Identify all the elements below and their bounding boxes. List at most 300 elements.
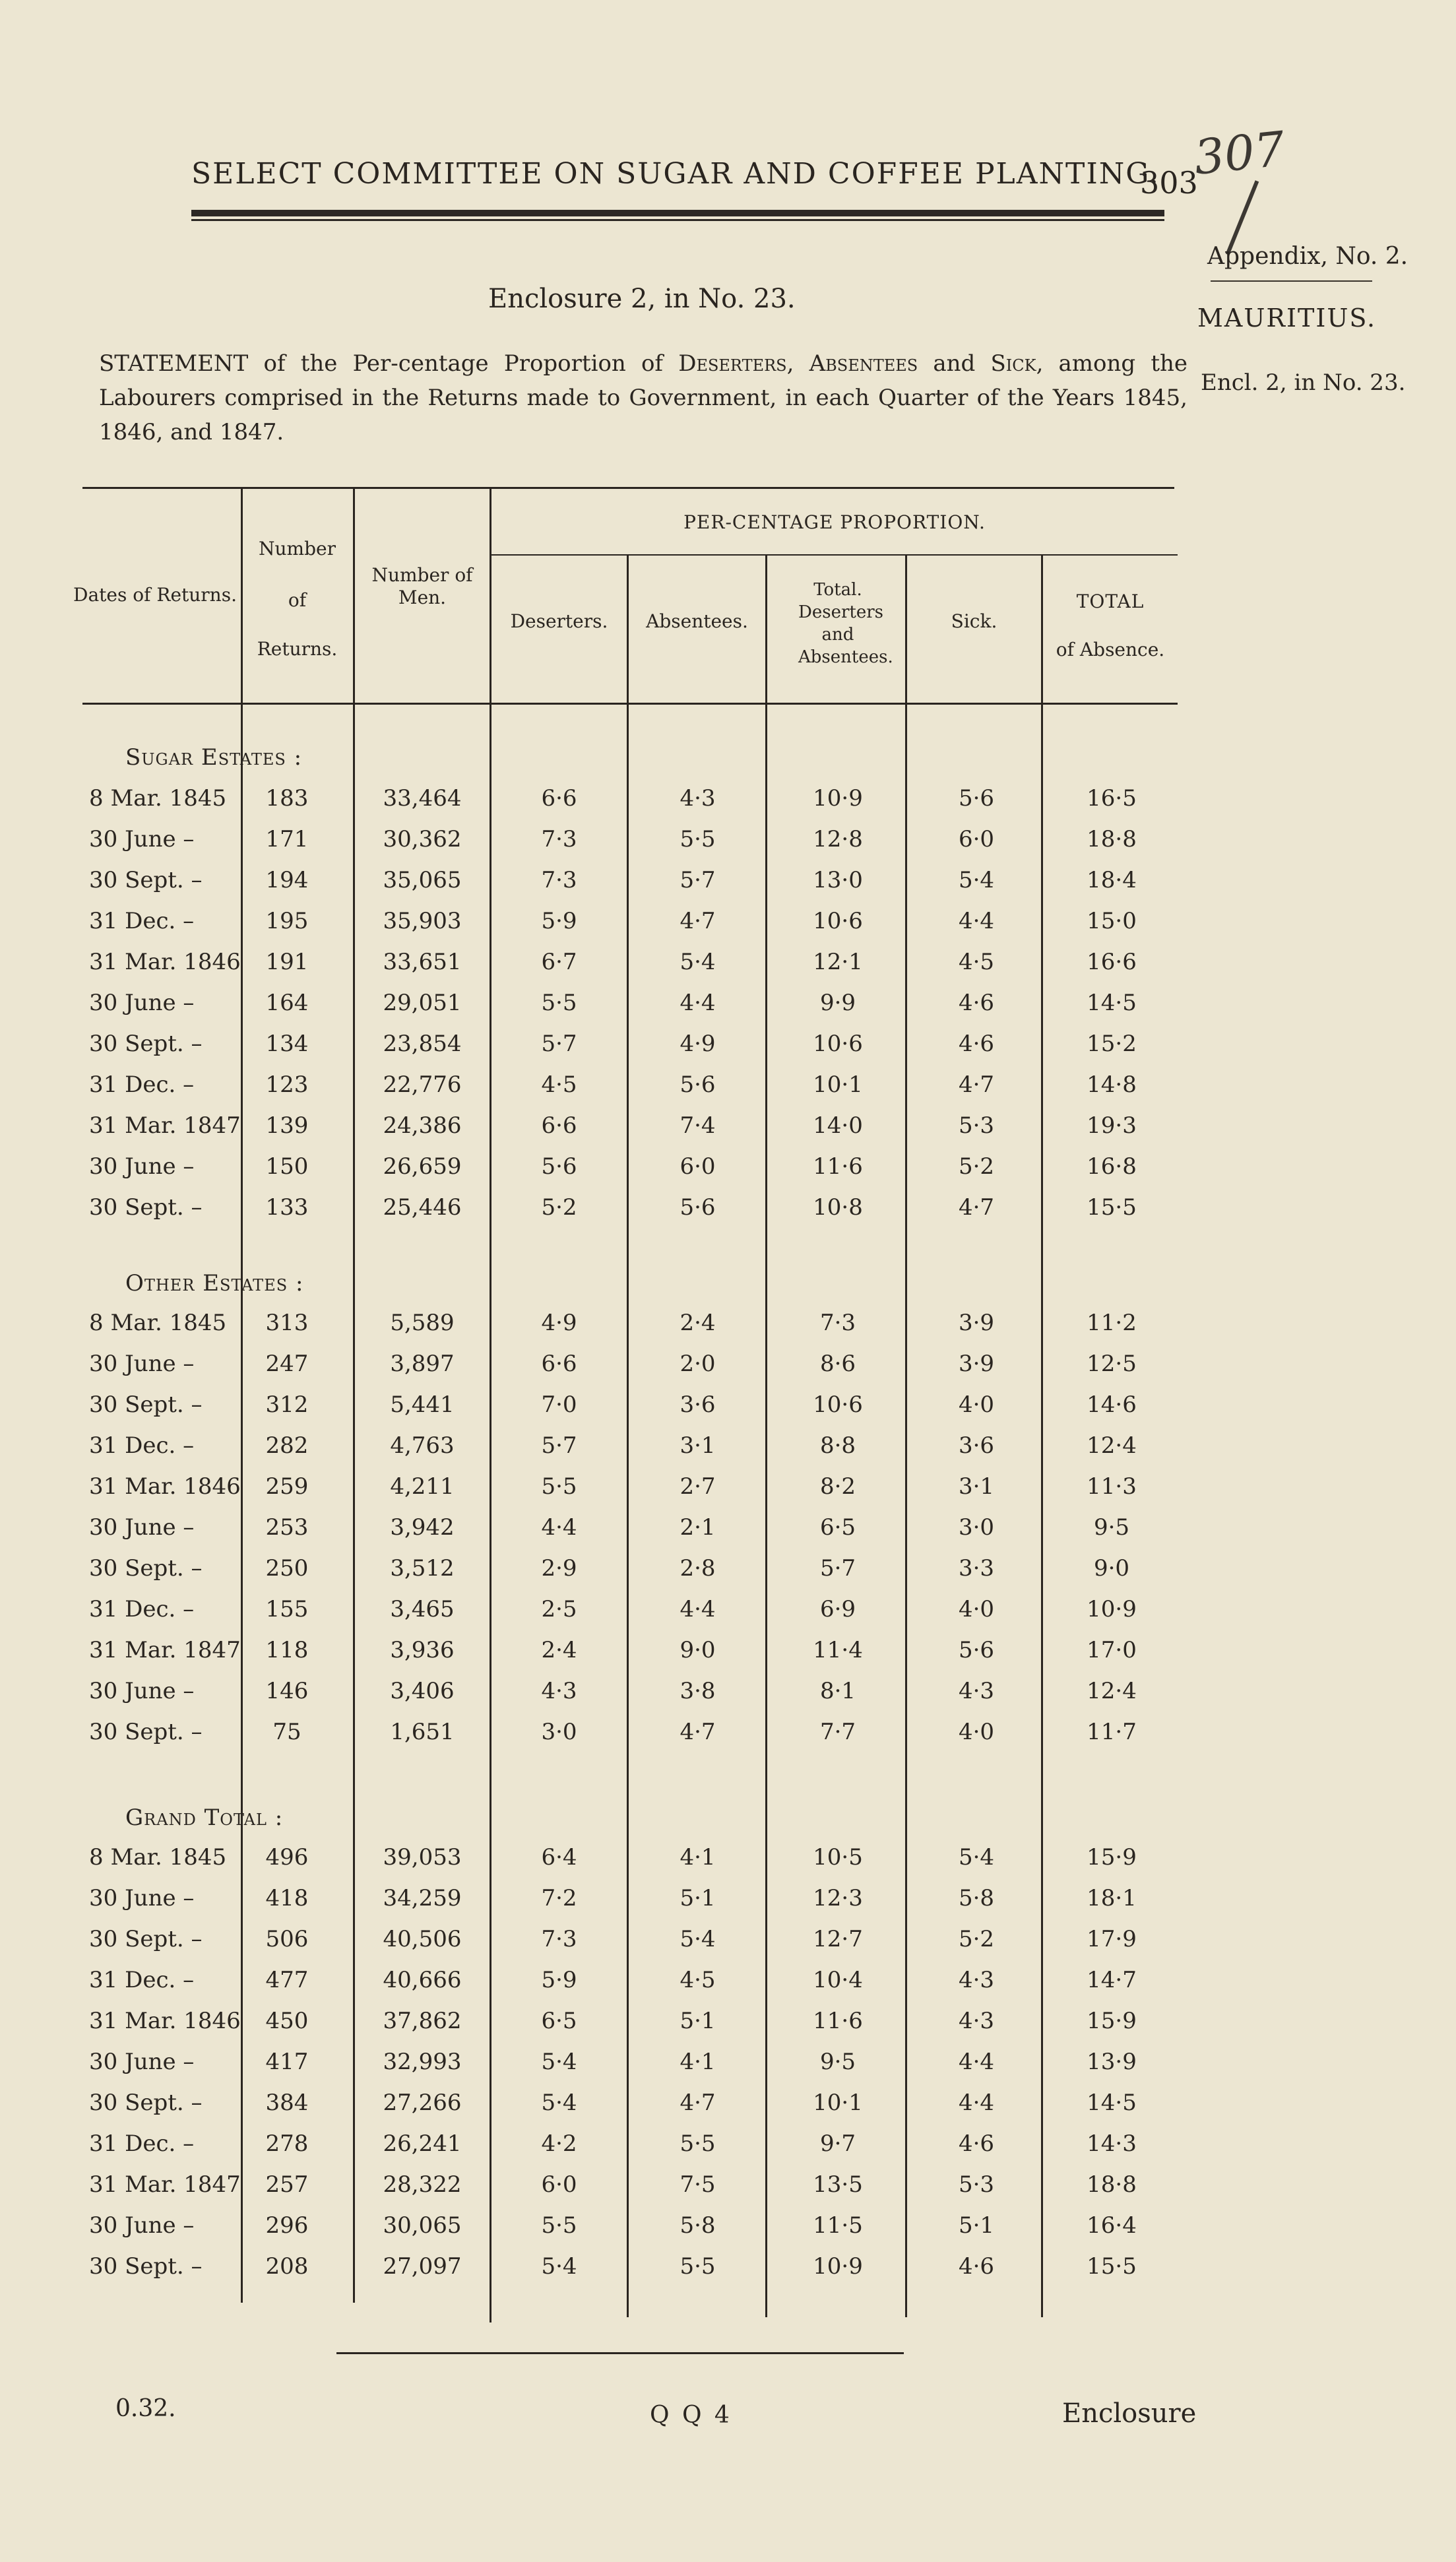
cell-returns: 477 [265, 1967, 309, 1993]
cell-sick: 5·6 [958, 785, 995, 812]
cell-date: 30 Sept. – [89, 2253, 203, 2280]
cell-total-absence: 14·3 [1087, 2130, 1137, 2157]
cell-total-absence: 17·0 [1087, 1637, 1137, 1663]
cell-men: 39,053 [383, 1844, 462, 1871]
cell-returns: 450 [265, 2008, 309, 2034]
table-row [0, 1555, 1456, 1597]
cell-total-absence: 13·9 [1087, 2049, 1137, 2075]
cell-absentees: 3·6 [680, 1392, 716, 1418]
table-row [0, 1596, 1456, 1638]
header-total-deserters-absentees: Total. Deserters and Absentees. [798, 580, 893, 667]
cell-returns: 133 [265, 1194, 309, 1221]
cell-sick: 5·4 [958, 1844, 995, 1871]
cell-total-absence: 15·9 [1087, 2008, 1137, 2034]
cell-men: 4,763 [390, 1432, 455, 1459]
statement-comma: , [786, 350, 809, 377]
cell-total-absence: 11·7 [1087, 1719, 1137, 1745]
cell-sick: 4·5 [958, 949, 995, 975]
cell-absentees: 4·9 [680, 1031, 716, 1057]
cell-returns: 257 [265, 2171, 309, 2198]
cell-total-deserters-absentees: 6·9 [819, 1596, 856, 1622]
cell-deserters: 5·4 [541, 2049, 577, 2075]
cell-absentees: 3·8 [680, 1678, 716, 1704]
cell-sick: 3·0 [958, 1514, 995, 1541]
cell-total-absence: 14·8 [1087, 1072, 1137, 1098]
cell-deserters: 5·5 [541, 2212, 577, 2239]
statement-sick: Sick [990, 350, 1036, 377]
cell-men: 35,065 [383, 867, 462, 893]
cell-absentees: 5·6 [680, 1194, 716, 1221]
cell-deserters: 6·5 [541, 2008, 577, 2034]
cell-date: 30 June – [89, 1351, 195, 1377]
cell-absentees: 4·7 [680, 1719, 716, 1745]
cell-absentees: 2·1 [680, 1514, 716, 1541]
cell-men: 3,897 [390, 1351, 455, 1377]
cell-total-deserters-absentees: 13·5 [813, 2171, 863, 2198]
cell-total-absence: 16·6 [1087, 949, 1137, 975]
cell-total-absence: 11·3 [1087, 1473, 1137, 1500]
cell-total-absence: 18·1 [1087, 1885, 1137, 1911]
cell-men: 23,854 [383, 1031, 462, 1057]
cell-total-deserters-absentees: 12·7 [813, 1926, 863, 1952]
cell-returns: 171 [265, 826, 309, 852]
cell-absentees: 2·8 [680, 1555, 716, 1582]
cell-sick: 3·3 [958, 1555, 995, 1582]
cell-total-absence: 18·8 [1087, 2171, 1137, 2198]
cell-total-absence: 16·4 [1087, 2212, 1137, 2239]
section-title-other-estates: Other Estates : [125, 1270, 304, 1297]
proportion-header-rule [491, 554, 1178, 556]
cell-total-deserters-absentees: 10·4 [813, 1967, 863, 1993]
cell-men: 33,651 [383, 949, 462, 975]
cell-deserters: 5·9 [541, 1967, 577, 1993]
cell-deserters: 5·4 [541, 2253, 577, 2280]
cell-deserters: 5·2 [541, 1194, 577, 1221]
header-men: Number of Men. [371, 564, 473, 608]
cell-total-deserters-absentees: 13·0 [813, 867, 863, 893]
cell-sick: 4·3 [958, 1678, 995, 1704]
header-total-line-1: TOTAL [1076, 591, 1145, 612]
header-thin-rule [191, 219, 1164, 221]
handwritten-page-number: 307 [1191, 121, 1288, 185]
cell-total-deserters-absentees: 10·8 [813, 1194, 863, 1221]
cell-men: 26,241 [383, 2130, 462, 2157]
cell-men: 27,266 [383, 2090, 462, 2116]
appendix-rule [1211, 280, 1372, 282]
cell-absentees: 5·4 [680, 1926, 716, 1952]
cell-men: 30,362 [383, 826, 462, 852]
cell-absentees: 3·1 [680, 1432, 716, 1459]
table-row [0, 1072, 1456, 1114]
cell-men: 27,097 [383, 2253, 462, 2280]
cell-men: 40,666 [383, 1967, 462, 1993]
cell-men: 5,441 [390, 1392, 455, 1418]
cell-sick: 6·0 [958, 826, 995, 852]
cell-date: 31 Mar. 1846 [89, 1473, 241, 1500]
cell-absentees: 4·4 [680, 990, 716, 1016]
table-row [0, 1885, 1456, 1927]
table-row [0, 2212, 1456, 2255]
cell-date: 8 Mar. 1845 [89, 785, 227, 812]
cell-absentees: 6·0 [680, 1153, 716, 1180]
cell-sick: 3·9 [958, 1351, 995, 1377]
cell-absentees: 4·4 [680, 1596, 716, 1622]
cell-men: 1,651 [390, 1719, 455, 1745]
cell-absentees: 2·4 [680, 1310, 716, 1336]
table-row [0, 908, 1456, 950]
cell-total-absence: 19·3 [1087, 1112, 1137, 1139]
cell-date: 30 June – [89, 1514, 195, 1541]
cell-deserters: 4·5 [541, 1072, 577, 1098]
table-row [0, 2008, 1456, 2050]
cell-sick: 4·6 [958, 2130, 995, 2157]
header-total-line-2: of Absence. [1056, 639, 1165, 660]
cell-total-absence: 15·5 [1087, 2253, 1137, 2280]
cell-absentees: 5·4 [680, 949, 716, 975]
cell-returns: 194 [265, 867, 309, 893]
cell-men: 3,942 [390, 1514, 455, 1541]
cell-absentees: 2·7 [680, 1473, 716, 1500]
cell-deserters: 4·2 [541, 2130, 577, 2157]
cell-deserters: 7·2 [541, 1885, 577, 1911]
cell-returns: 384 [265, 2090, 309, 2116]
cell-total-absence: 15·9 [1087, 1844, 1137, 1871]
cell-returns: 418 [265, 1885, 309, 1911]
cell-date: 31 Dec. – [89, 1596, 195, 1622]
cell-sick: 4·0 [958, 1596, 995, 1622]
cell-men: 29,051 [383, 990, 462, 1016]
cell-returns: 259 [265, 1473, 309, 1500]
cell-sick: 5·3 [958, 1112, 995, 1139]
cell-deserters: 5·5 [541, 1473, 577, 1500]
cell-total-deserters-absentees: 9·5 [819, 2049, 856, 2075]
cell-total-deserters-absentees: 7·3 [819, 1310, 856, 1336]
cell-total-deserters-absentees: 10·6 [813, 1392, 863, 1418]
cell-returns: 253 [265, 1514, 309, 1541]
cell-deserters: 7·3 [541, 826, 577, 852]
cell-total-absence: 18·8 [1087, 826, 1137, 852]
table-row [0, 1514, 1456, 1556]
cell-date: 8 Mar. 1845 [89, 1310, 227, 1336]
cell-date: 30 Sept. – [89, 1392, 203, 1418]
cell-total-deserters-absentees: 10·6 [813, 1031, 863, 1057]
table-row [0, 2049, 1456, 2091]
cell-date: 31 Dec. – [89, 1432, 195, 1459]
cell-sick: 5·8 [958, 1885, 995, 1911]
cell-total-absence: 12·4 [1087, 1678, 1137, 1704]
cell-total-absence: 14·5 [1087, 990, 1137, 1016]
cell-total-deserters-absentees: 11·5 [813, 2212, 863, 2239]
cell-date: 30 June – [89, 2212, 195, 2239]
section-title-grand-total: Grand Total : [125, 1805, 284, 1831]
table-row [0, 1031, 1456, 1073]
cell-returns: 195 [265, 908, 309, 934]
section-title-sugar-estates: Sugar Estates : [125, 744, 303, 771]
cell-sick: 4·4 [958, 2090, 995, 2116]
cell-sick: 4·7 [958, 1194, 995, 1221]
cell-sick: 4·6 [958, 990, 995, 1016]
cell-sick: 5·2 [958, 1926, 995, 1952]
cell-sick: 4·0 [958, 1719, 995, 1745]
cell-returns: 312 [265, 1392, 309, 1418]
cell-date: 30 Sept. – [89, 1926, 203, 1952]
cell-sick: 4·3 [958, 1967, 995, 1993]
cell-total-deserters-absentees: 6·5 [819, 1514, 856, 1541]
cell-date: 30 June – [89, 1885, 195, 1911]
table-row [0, 826, 1456, 868]
table-row [0, 1392, 1456, 1434]
cell-total-deserters-absentees: 10·6 [813, 908, 863, 934]
cell-returns: 313 [265, 1310, 309, 1336]
table-row [0, 1351, 1456, 1393]
cell-returns: 496 [265, 1844, 309, 1871]
table-row [0, 2171, 1456, 2214]
cell-date: 31 Dec. – [89, 2130, 195, 2157]
table-row [0, 1473, 1456, 1516]
cell-deserters: 6·6 [541, 1351, 577, 1377]
cell-returns: 417 [265, 2049, 309, 2075]
cell-absentees: 7·4 [680, 1112, 716, 1139]
cell-total-deserters-absentees: 5·7 [819, 1555, 856, 1582]
cell-deserters: 6·6 [541, 785, 577, 812]
header-absentees: Absentees. [646, 610, 748, 632]
cell-sick: 4·4 [958, 2049, 995, 2075]
cell-deserters: 6·4 [541, 1844, 577, 1871]
cell-total-absence: 16·5 [1087, 785, 1137, 812]
cell-deserters: 6·6 [541, 1112, 577, 1139]
cell-total-deserters-absentees: 11·6 [813, 1153, 863, 1180]
table-row [0, 1719, 1456, 1761]
cell-absentees: 4·7 [680, 2090, 716, 2116]
cell-deserters: 2·9 [541, 1555, 577, 1582]
cell-deserters: 7·3 [541, 867, 577, 893]
cell-sick: 4·0 [958, 1392, 995, 1418]
cell-total-deserters-absentees: 11·4 [813, 1637, 863, 1663]
cell-total-absence: 15·2 [1087, 1031, 1137, 1057]
cell-deserters: 5·5 [541, 990, 577, 1016]
cell-total-deserters-absentees: 9·7 [819, 2130, 856, 2157]
cell-returns: 208 [265, 2253, 309, 2280]
cell-date: 8 Mar. 1845 [89, 1844, 227, 1871]
side-enclosure-label: Encl. 2, in No. 23. [1201, 369, 1406, 396]
cell-date: 30 Sept. – [89, 1555, 203, 1582]
cell-sick: 5·6 [958, 1637, 995, 1663]
cell-date: 31 Dec. – [89, 908, 195, 934]
cell-total-absence: 15·5 [1087, 1194, 1137, 1221]
table-row [0, 2130, 1456, 2173]
cell-deserters: 5·7 [541, 1432, 577, 1459]
cell-absentees: 4·5 [680, 1967, 716, 1993]
cell-men: 26,659 [383, 1153, 462, 1180]
cell-absentees: 2·0 [680, 1351, 716, 1377]
table-row [0, 1926, 1456, 1968]
cell-absentees: 5·5 [680, 826, 716, 852]
cell-total-deserters-absentees: 9·9 [819, 990, 856, 1016]
cell-men: 28,322 [383, 2171, 462, 2198]
cell-absentees: 5·5 [680, 2253, 716, 2280]
cell-total-deserters-absentees: 12·3 [813, 1885, 863, 1911]
cell-deserters: 5·6 [541, 1153, 577, 1180]
cell-returns: 139 [265, 1112, 309, 1139]
cell-total-absence: 12·4 [1087, 1432, 1137, 1459]
cell-men: 37,862 [383, 2008, 462, 2034]
cell-date: 30 Sept. – [89, 867, 203, 893]
cell-men: 3,512 [390, 1555, 455, 1582]
cell-men: 34,259 [383, 1885, 462, 1911]
running-head: SELECT COMMITTEE ON SUGAR AND COFFEE PLANTING. [191, 157, 1160, 191]
cell-returns: 150 [265, 1153, 309, 1180]
table-row [0, 867, 1456, 909]
cell-deserters: 4·3 [541, 1678, 577, 1704]
table-row [0, 1112, 1456, 1155]
cell-returns: 191 [265, 949, 309, 975]
cell-absentees: 4·1 [680, 2049, 716, 2075]
cell-men: 5,589 [390, 1310, 455, 1336]
cell-returns: 282 [265, 1432, 309, 1459]
cell-sick: 5·4 [958, 867, 995, 893]
cell-men: 33,464 [383, 785, 462, 812]
table-row [0, 785, 1456, 827]
cell-returns: 278 [265, 2130, 309, 2157]
cell-deserters: 6·0 [541, 2171, 577, 2198]
cell-returns: 296 [265, 2212, 309, 2239]
cell-men: 3,936 [390, 1637, 455, 1663]
page-number: 303 [1140, 165, 1198, 201]
cell-total-deserters-absentees: 10·9 [813, 2253, 863, 2280]
table-row [0, 1637, 1456, 1679]
table-row [0, 1432, 1456, 1475]
cell-total-absence: 17·9 [1087, 1926, 1137, 1952]
cell-sick: 4·3 [958, 2008, 995, 2034]
statement-deserters: Deserters [678, 350, 787, 377]
cell-returns: 146 [265, 1678, 309, 1704]
cell-men: 25,446 [383, 1194, 462, 1221]
header-thick-rule [191, 210, 1164, 216]
cell-deserters: 5·4 [541, 2090, 577, 2116]
cell-deserters: 4·4 [541, 1514, 577, 1541]
cell-date: 30 June – [89, 2049, 195, 2075]
cell-total-deserters-absentees: 10·1 [813, 2090, 863, 2116]
cell-returns: 75 [272, 1719, 301, 1745]
cell-date: 30 June – [89, 1678, 195, 1704]
cell-date: 31 Mar. 1847 [89, 1112, 241, 1139]
cell-men: 4,211 [390, 1473, 455, 1500]
table-row [0, 2090, 1456, 2132]
cell-deserters: 3·0 [541, 1719, 577, 1745]
cell-deserters: 2·4 [541, 1637, 577, 1663]
cell-total-absence: 18·4 [1087, 867, 1137, 893]
cell-men: 30,065 [383, 2212, 462, 2239]
cell-total-absence: 14·7 [1087, 1967, 1137, 1993]
cell-total-deserters-absentees: 12·8 [813, 826, 863, 852]
header-percentage-proportion: PER-CENTAGE PROPORTION. [683, 511, 986, 533]
cell-absentees: 5·1 [680, 1885, 716, 1911]
table-row [0, 1153, 1456, 1196]
cell-men: 3,406 [390, 1678, 455, 1704]
cell-date: 30 Sept. – [89, 2090, 203, 2116]
cell-absentees: 4·1 [680, 1844, 716, 1871]
header-returns-line-3: Returns. [257, 638, 338, 660]
cell-total-deserters-absentees: 8·1 [819, 1678, 856, 1704]
cell-date: 30 Sept. – [89, 1719, 203, 1745]
cell-returns: 118 [265, 1637, 309, 1663]
cell-total-deserters-absentees: 8·8 [819, 1432, 856, 1459]
cell-deserters: 4·9 [541, 1310, 577, 1336]
cell-date: 31 Dec. – [89, 1967, 195, 1993]
table-row [0, 1194, 1456, 1236]
cell-total-absence: 15·0 [1087, 908, 1137, 934]
table-header-bottom-rule [82, 703, 1178, 705]
cell-date: 30 June – [89, 990, 195, 1016]
cell-absentees: 4·3 [680, 785, 716, 812]
cell-sick: 3·9 [958, 1310, 995, 1336]
cell-date: 31 Mar. 1847 [89, 1637, 241, 1663]
cell-sick: 5·2 [958, 1153, 995, 1180]
cell-sick: 4·6 [958, 2253, 995, 2280]
cell-men: 22,776 [383, 1072, 462, 1098]
cell-sick: 4·6 [958, 1031, 995, 1057]
cell-men: 24,386 [383, 1112, 462, 1139]
table-row [0, 2253, 1456, 2295]
cell-total-deserters-absentees: 10·9 [813, 785, 863, 812]
statement-and: and [918, 350, 991, 377]
header-returns-line-1: Number [259, 538, 336, 560]
cell-returns: 183 [265, 785, 309, 812]
cell-total-deserters-absentees: 11·6 [813, 2008, 863, 2034]
cell-deserters: 5·9 [541, 908, 577, 934]
cell-returns: 250 [265, 1555, 309, 1582]
cell-men: 40,506 [383, 1926, 462, 1952]
cell-men: 35,903 [383, 908, 462, 934]
cell-total-deserters-absentees: 14·0 [813, 1112, 863, 1139]
statement-part-1: of the Per-centage Proportion of [248, 350, 679, 377]
statement-paragraph [99, 346, 1187, 449]
cell-returns: 123 [265, 1072, 309, 1098]
cell-returns: 247 [265, 1351, 309, 1377]
cell-sick: 5·3 [958, 2171, 995, 2198]
header-returns-line-2: of [288, 589, 307, 611]
cell-total-absence: 10·9 [1087, 1596, 1137, 1622]
cell-total-absence: 14·5 [1087, 2090, 1137, 2116]
cell-absentees: 5·1 [680, 2008, 716, 2034]
enclosure-title: Enclosure 2, in No. 23. [488, 284, 796, 314]
cell-sick: 4·7 [958, 1072, 995, 1098]
cell-total-deserters-absentees: 10·5 [813, 1844, 863, 1871]
table-top-rule [82, 487, 1174, 489]
cell-sick: 4·4 [958, 908, 995, 934]
statement-absentees: Absentees [809, 350, 918, 377]
table-row [0, 1310, 1456, 1352]
footer-catchword: Enclosure [1062, 2398, 1197, 2429]
header-sick: Sick. [951, 610, 997, 632]
cell-total-deserters-absentees: 8·6 [819, 1351, 856, 1377]
table-row [0, 1844, 1456, 1886]
cell-deserters: 6·7 [541, 949, 577, 975]
header-deserters: Deserters. [510, 610, 608, 632]
footer-signature-letters: Q Q 4 [650, 2402, 732, 2429]
cell-absentees: 7·5 [680, 2171, 716, 2198]
cell-date: 30 Sept. – [89, 1031, 203, 1057]
table-bottom-rule [336, 2352, 904, 2354]
cell-returns: 506 [265, 1926, 309, 1952]
cell-total-absence: 12·5 [1087, 1351, 1137, 1377]
cell-date: 31 Mar. 1846 [89, 2008, 241, 2034]
appendix-label: Appendix, No. 2. [1207, 243, 1409, 270]
table-row [0, 990, 1456, 1032]
cell-deserters: 5·7 [541, 1031, 577, 1057]
cell-total-deserters-absentees: 10·1 [813, 1072, 863, 1098]
cell-total-deserters-absentees: 7·7 [819, 1719, 856, 1745]
